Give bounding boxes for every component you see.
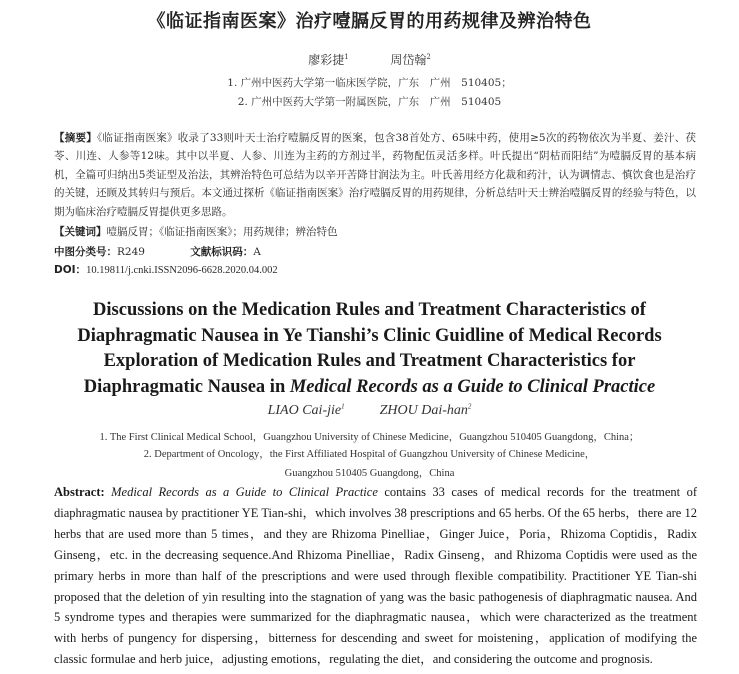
english-title-line-3: Exploration of Medication Rules and Treatment Characteristics for bbox=[103, 351, 636, 372]
chinese-abstract-text: 《临证指南医案》收录了33则叶天士治疗噎膈反胃的医案，包含38首处方、65味中药，使用≥5次的药物依次为半夏、姜汁、茯苓、川连、人参等12味。其中以半夏、人参、川连为主药的方剂过半，药物配伍灵活多样。叶氏提出“阴枯而阳结”为噎膈反胃的基本病机，全篇可归纳出5类证型及治法，其辨治特色可总结为以辛开苦降甘润法为主。叶氏善用经方化裁和药汁，认为调情志、慎饮食也是治疗的关键，还顾及其转归与预后。本文通过探析《临证指南医案》治疗噎膈反胃的用药规律，分析总结叶天士辨治噎膈反胃的经验与特色，以期为临床治疗噎膈反胃提供更多思路。 bbox=[54, 132, 697, 218]
doc-code-value: A bbox=[253, 246, 261, 258]
author-2-sup: 2 bbox=[426, 53, 431, 61]
chinese-title: 《临证指南医案》治疗噎膈反胃的用药规律及辨治特色 bbox=[147, 11, 592, 32]
doi-value: 10.19811/j.cnki.ISSN2096-6628.2020.04.002 bbox=[86, 265, 278, 276]
english-affiliation-2: 2. Department of Oncology，the First Affiliated Hospital of Guangzhou University of Chinese Medicine， bbox=[143, 449, 596, 460]
chinese-abstract-label: 【摘要】 bbox=[54, 132, 97, 144]
english-title-line-4 bbox=[0, 375, 739, 401]
english-title bbox=[0, 298, 739, 400]
english-author-1-name: LIAO Cai-jie bbox=[267, 403, 342, 418]
doc-code-label: 文献标识码： bbox=[190, 246, 254, 258]
author-2-name: 周岱翰 bbox=[390, 53, 427, 67]
keywords-label: 【关键词】 bbox=[54, 226, 107, 238]
chinese-abstract bbox=[54, 129, 696, 221]
chinese-authors bbox=[0, 51, 739, 68]
english-affiliation-1: 1. The First Clinical Medical School，Guangzhou University of Chinese Medicine，Guangzhou 510405 Guangdong，China； bbox=[99, 432, 640, 443]
class-value: R249 bbox=[117, 246, 145, 258]
author-1-sup: 1 bbox=[344, 53, 349, 61]
keywords-text: 噎膈反胃；《临证指南医案》；用药规律；辨治特色 bbox=[106, 226, 338, 238]
english-affiliation-2-cont: Guangzhou 510405 Guangdong，China bbox=[284, 468, 455, 479]
doi-label: DOI： bbox=[54, 264, 87, 276]
english-author-1-sup: 1 bbox=[341, 402, 345, 411]
author-1-name: 廖彩捷 bbox=[308, 53, 345, 67]
english-abstract-text: contains 33 cases of medical records for the treatment of diaphragmatic nausea by practitioner YE Tian-shi，which involves 38 prescriptions and 65 herbs. Of the 65 herbs，there are 12 herbs that are used more than 5 times，and they are Rhizoma Pinelliae，Ginger Juice，Poria，Rhizoma Coptidis，Radix Ginseng，etc. in the decreasing sequence.And Rhizoma Pinelliae，Radix Ginseng，and Rhizoma Coptidis were used as the primary herbs in more than half of the prescriptions and were used through flexible compatibility. Practitioner YE Tian-shi proposed that the deletion of yin resulting into the stagnation of yang was the basic pathogenesis of diaphragmatic nausea. And 5 syndrome types and therapies were summarized for the diaphragmatic nausea，which were characterized as the treatment with herbs of pungency for dispersing，bitterness for descending and sweet for moistening，application of modifying the classic formulae and herb juice，adjusting emotions，regulating the diet，and considering the outcome and prognosis. bbox=[54, 485, 697, 667]
english-author-2-sup: 2 bbox=[467, 402, 472, 411]
doi-line bbox=[54, 262, 278, 277]
english-title-line-1: Discussions on the Medication Rules and Treatment Characteristics of bbox=[93, 300, 646, 320]
chinese-affiliation-2: 2. 广州中医药大学第一附属医院，广东 广州 510405 bbox=[237, 96, 502, 108]
english-abstract-label: Abstract: bbox=[54, 485, 105, 499]
english-authors bbox=[0, 403, 739, 419]
english-title-book-name: Medical Records as a Guide to Clinical Practice bbox=[289, 376, 656, 397]
english-author-2-name: ZHOU Dai-han bbox=[379, 403, 468, 418]
chinese-affiliation-1: 1. 广州中医药大学第一临床医学院，广东 广州 510405； bbox=[227, 77, 512, 89]
english-abstract bbox=[54, 482, 697, 670]
class-label: 中图分类号： bbox=[54, 246, 117, 258]
english-title-line-4-prefix: Diaphragmatic Nausea in bbox=[83, 376, 290, 397]
english-title-line-2: Diaphragmatic Nausea in Ye Tianshi’s Clinic Guidline of Medical Records bbox=[77, 325, 662, 346]
english-abstract-book: Medical Records as a Guide to Clinical Practice bbox=[111, 485, 378, 499]
classification-line bbox=[54, 244, 261, 259]
chinese-keywords bbox=[54, 224, 338, 239]
